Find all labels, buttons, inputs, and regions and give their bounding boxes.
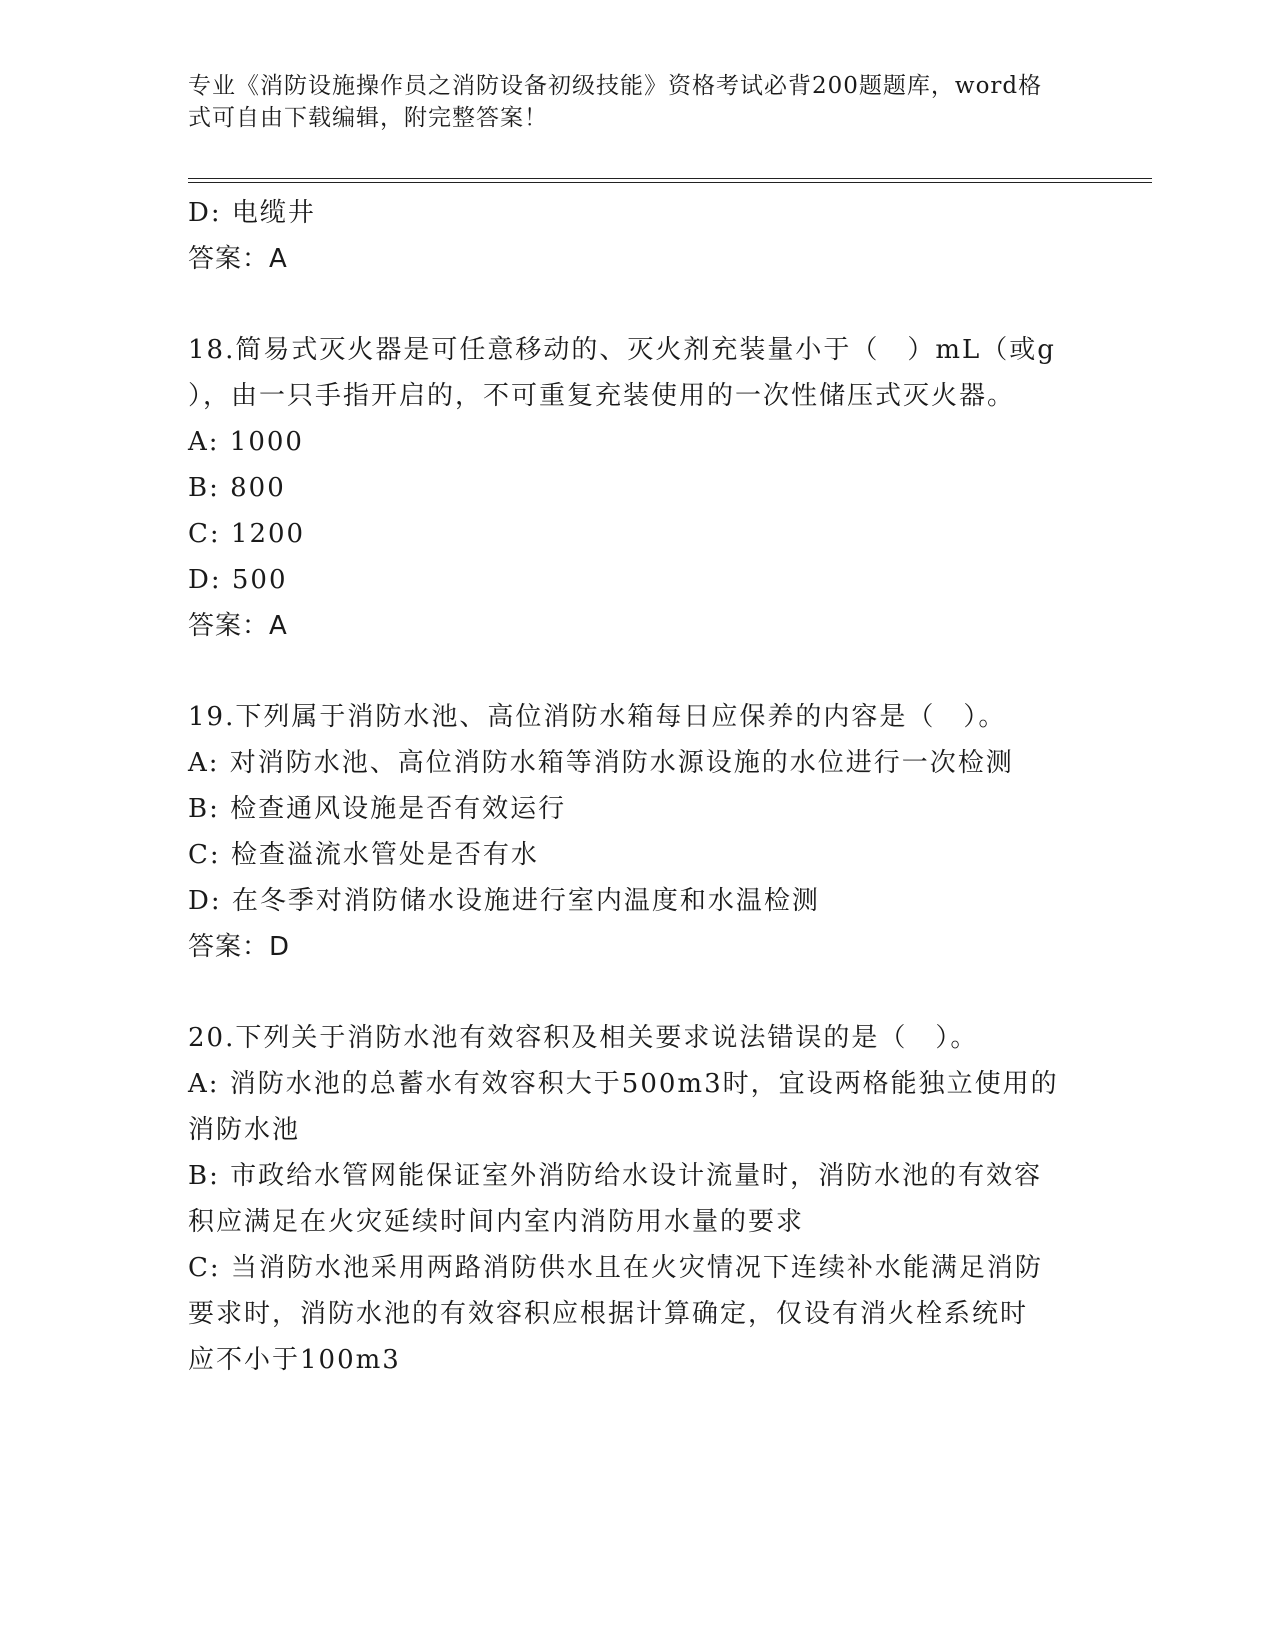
option-d: D: 电缆井 [188, 198, 316, 228]
option-c: C: 1200 [188, 519, 306, 549]
option-d: D: 500 [188, 565, 288, 595]
option-a: A: 1000 [188, 427, 304, 457]
option-b: B: 市政给水管网能保证室外消防给水设计流量时，消防水池的有效容 [188, 1161, 1043, 1191]
header-line-2: 式可自由下载编辑，附完整答案！ [188, 105, 548, 131]
option-d: D: 在冬季对消防储水设施进行室内温度和水温检测 [188, 886, 820, 916]
question-20 [188, 1015, 1088, 1383]
question-19 [188, 694, 1088, 970]
option-a-cont: 消防水池 [188, 1115, 301, 1145]
option-a: A: 消防水池的总蓄水有效容积大于500m3时，宜设两格能独立使用的 [188, 1069, 1059, 1099]
previous-question-tail [188, 190, 1088, 282]
option-c: C: 当消防水池采用两路消防供水且在火灾情况下连续补水能满足消防 [188, 1253, 1043, 1283]
answer: 答案：D [188, 932, 291, 962]
question-stem: 20.下列关于消防水池有效容积及相关要求说法错误的是（ ）。 [188, 1023, 979, 1053]
option-c-cont: 要求时，消防水池的有效容积应根据计算确定，仅设有消火栓系统时 [188, 1299, 1029, 1329]
header-double-rule [188, 178, 1152, 183]
option-c: C: 检查溢流水管处是否有水 [188, 840, 539, 870]
document-header [188, 70, 1068, 134]
option-b: B: 800 [188, 473, 286, 503]
answer: 答案：A [188, 244, 288, 274]
answer: 答案：A [188, 611, 288, 641]
question-stem-cont: ），由一只手指开启的，不可重复充装使用的一次性储压式灭火器。 [188, 381, 1016, 411]
header-line-1: 专业《消防设施操作员之消防设备初级技能》资格考试必背200题题库，word格 [188, 73, 1043, 99]
question-18 [188, 327, 1088, 649]
option-b-cont: 积应满足在火灾延续时间内室内消防用水量的要求 [188, 1207, 805, 1237]
question-stem: 18.简易式灭火器是可任意移动的、灭火剂充装量小于（ ）mL（或g [188, 335, 1056, 365]
option-b: B: 检查通风设施是否有效运行 [188, 794, 567, 824]
question-stem: 19.下列属于消防水池、高位消防水箱每日应保养的内容是（ ）。 [188, 702, 1007, 732]
document-body [188, 190, 1088, 1383]
option-a: A: 对消防水池、高位消防水箱等消防水源设施的水位进行一次检测 [188, 748, 1014, 778]
option-c-cont-2: 应不小于100m3 [188, 1345, 401, 1375]
